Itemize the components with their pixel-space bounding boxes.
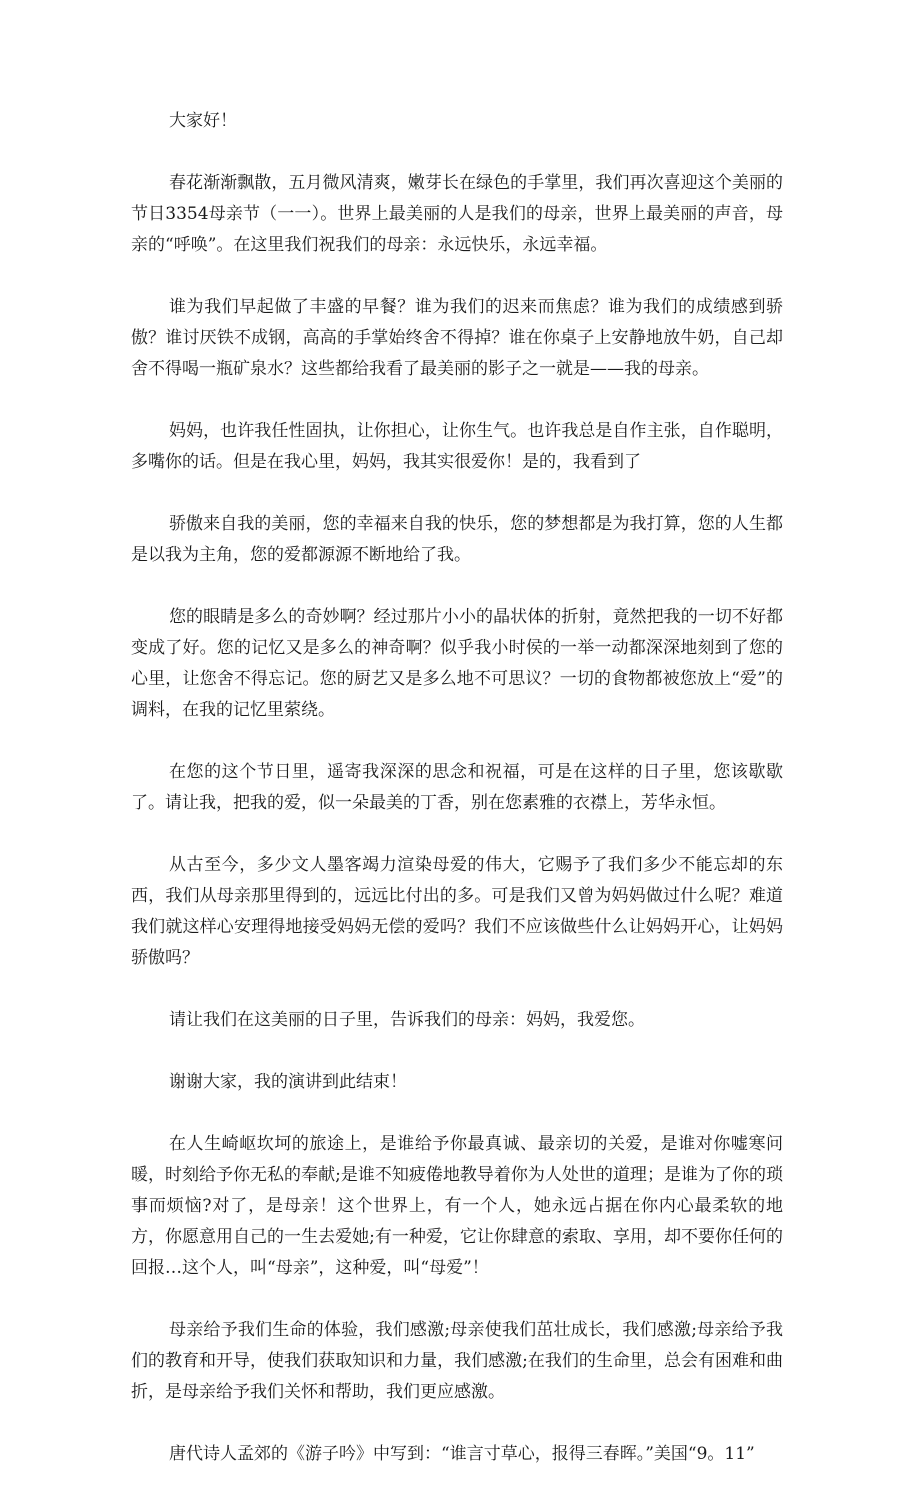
paragraph-11: 母亲给予我们生命的体验，我们感激;母亲使我们茁壮成长，我们感激;母亲给予我们的教育和开导，使我们获取知识和力量，我们感激;在我们的生命里，总会有困难和曲折，是母亲给予我们关怀和帮助，我们更应感激。 — [131, 1320, 783, 1402]
paragraph-4: 骄傲来自我的美丽，您的幸福来自我的快乐，您的梦想都是为我打算，您的人生都是以我为主角，您的爱都源源不断地给了我。 — [131, 514, 783, 565]
paragraph-3: 妈妈，也许我任性固执，让你担心，让你生气。也许我总是自作主张，自作聪明，多嘴你的话。但是在我心里，妈妈，我其实很爱你！是的，我看到了 — [131, 421, 783, 472]
document-body — [131, 106, 783, 1501]
paragraph-8: 请让我们在这美丽的日子里，告诉我们的母亲：妈妈，我爱您。 — [169, 1010, 645, 1030]
paragraph-greeting: 大家好！ — [169, 111, 237, 131]
paragraph-6: 在您的这个节日里，遥寄我深深的思念和祝福，可是在这样的日子里，您该歇歇了。请让我，把我的爱，似一朵最美的丁香，别在您素雅的衣襟上，芳华永恒。 — [131, 762, 783, 813]
paragraph-5: 您的眼睛是多么的奇妙啊？经过那片小小的晶状体的折射，竟然把我的一切不好都变成了好。您的记忆又是多么的神奇啊？似乎我小时侯的一举一动都深深地刻到了您的心里，让您舍不得忘记。您的厨艺又是多么地不可思议？一切的食物都被您放上“爱”的调料，在我的记忆里萦绕。 — [131, 607, 783, 720]
paragraph-7: 从古至今，多少文人墨客竭力渲染母爱的伟大，它赐予了我们多少不能忘却的东西，我们从母亲那里得到的，远远比付出的多。可是我们又曾为妈妈做过什么呢？难道我们就这样心安理得地接受妈妈无偿的爱吗？我们不应该做些什么让妈妈开心，让妈妈骄傲吗？ — [131, 855, 783, 968]
paragraph-12: 唐代诗人孟郊的《游子吟》中写到：“谁言寸草心，报得三春晖。”美国“9。11” — [169, 1444, 755, 1464]
paragraph-10: 在人生崎岖坎坷的旅途上，是谁给予你最真诚、最亲切的关爱，是谁对你嘘寒问暖，时刻给予你无私的奉献;是谁不知疲倦地教导着你为人处世的道理；是谁为了你的琐事而烦恼?对了，是母亲！这个世界上，有一个人，她永远占据在你内心最柔软的地方，你愿意用自己的一生去爱她;有一种爱，它让你肆意的索取、享用，却不要你任何的回报…这个人，叫“母亲”，这种爱，叫“母爱”！ — [131, 1134, 783, 1278]
paragraph-2: 谁为我们早起做了丰盛的早餐？谁为我们的迟来而焦虑？谁为我们的成绩感到骄傲？谁讨厌铁不成钢，高高的手掌始终舍不得掉？谁在你桌子上安静地放牛奶，自己却舍不得喝一瓶矿泉水？这些都给我看了最美丽的影子之一就是——我的母亲。 — [131, 297, 783, 379]
paragraph-closing: 谢谢大家，我的演讲到此结束！ — [169, 1072, 407, 1092]
paragraph-1: 春花渐渐飘散，五月微风清爽，嫩芽长在绿色的手掌里，我们再次喜迎这个美丽的节日3354母亲节（一一）。世界上最美丽的人是我们的母亲，世界上最美丽的声音，母亲的“呼唤”。在这里我们祝我们的母亲：永远快乐，永远幸福。 — [131, 173, 783, 255]
